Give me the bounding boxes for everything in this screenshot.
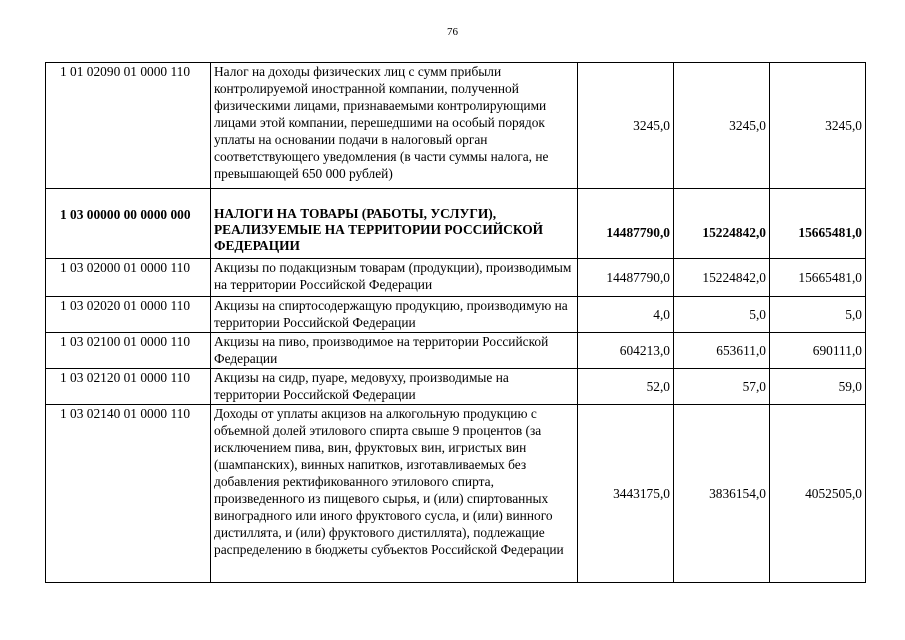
amount-year-1: 3443175,0: [578, 405, 674, 583]
amount-year-1: 604213,0: [578, 333, 674, 369]
amount-year-3: 3245,0: [770, 63, 866, 189]
revenue-name: Акцизы по подакцизным товарам (продукции), производимым на территории Российской Федерации: [211, 259, 578, 297]
amount-year-2: 653611,0: [674, 333, 770, 369]
budget-code: 1 03 00000 00 0000 000: [46, 189, 211, 259]
revenue-table: [45, 62, 866, 583]
table-row: [46, 63, 866, 189]
budget-code: 1 03 02140 01 0000 110: [46, 405, 211, 583]
table-row: [46, 369, 866, 405]
page-number: 76: [447, 26, 458, 38]
table-row: [46, 405, 866, 583]
revenue-name: Акцизы на пиво, производимое на территории Российской Федерации: [211, 333, 578, 369]
amount-year-3: 4052505,0: [770, 405, 866, 583]
table-row: [46, 297, 866, 333]
amount-year-3: 5,0: [770, 297, 866, 333]
revenue-name: Акцизы на спиртосодержащую продукцию, производимую на территории Российской Федерации: [211, 297, 578, 333]
budget-code: 1 03 02020 01 0000 110: [46, 297, 211, 333]
amount-year-2: 15224842,0: [674, 259, 770, 297]
amount-year-2: 5,0: [674, 297, 770, 333]
table-row: [46, 333, 866, 369]
amount-year-1: 14487790,0: [578, 189, 674, 259]
budget-code: 1 03 02120 01 0000 110: [46, 369, 211, 405]
amount-year-1: 14487790,0: [578, 259, 674, 297]
amount-year-1: 4,0: [578, 297, 674, 333]
budget-code: 1 03 02000 01 0000 110: [46, 259, 211, 297]
revenue-name: НАЛОГИ НА ТОВАРЫ (РАБОТЫ, УСЛУГИ), РЕАЛИЗУЕМЫЕ НА ТЕРРИТОРИИ РОССИЙСКОЙ ФЕДЕРАЦИИ: [211, 189, 578, 259]
budget-code: 1 01 02090 01 0000 110: [46, 63, 211, 189]
amount-year-2: 57,0: [674, 369, 770, 405]
revenue-name: Акцизы на сидр, пуаре, медовуху, производимые на территории Российской Федерации: [211, 369, 578, 405]
amount-year-1: 3245,0: [578, 63, 674, 189]
amount-year-3: 15665481,0: [770, 259, 866, 297]
amount-year-1: 52,0: [578, 369, 674, 405]
amount-year-3: 59,0: [770, 369, 866, 405]
table-row-section: [46, 189, 866, 259]
budget-code: 1 03 02100 01 0000 110: [46, 333, 211, 369]
amount-year-3: 690111,0: [770, 333, 866, 369]
amount-year-2: 3245,0: [674, 63, 770, 189]
revenue-name: Налог на доходы физических лиц с сумм прибыли контролируемой иностранной компании, полученной физическими лицами, признаваемыми контролирующими лицами этой компании, перешедшими на особый порядок уплаты на основании подачи в налоговый орган соответствующего уведомления (в части суммы налога, не превышающей 650 000 рублей): [211, 63, 578, 189]
table-row: [46, 259, 866, 297]
amount-year-3: 15665481,0: [770, 189, 866, 259]
revenue-name: Доходы от уплаты акцизов на алкогольную продукцию с объемной долей этилового спирта свыше 9 процентов (за исключением пива, вин, фруктовых вин, игристых вин (шампанских), винных напитков, изготавливаемых без добавления ректификованного этилового спирта, произведенного из пищевого сырья, и (или) спиртованных виноградного или иного фруктового сусла, и (или) винного дистиллята, и (или) фруктового дистиллята), подлежащие распределению в бюджеты субъектов Российской Федерации: [211, 405, 578, 583]
amount-year-2: 15224842,0: [674, 189, 770, 259]
amount-year-2: 3836154,0: [674, 405, 770, 583]
